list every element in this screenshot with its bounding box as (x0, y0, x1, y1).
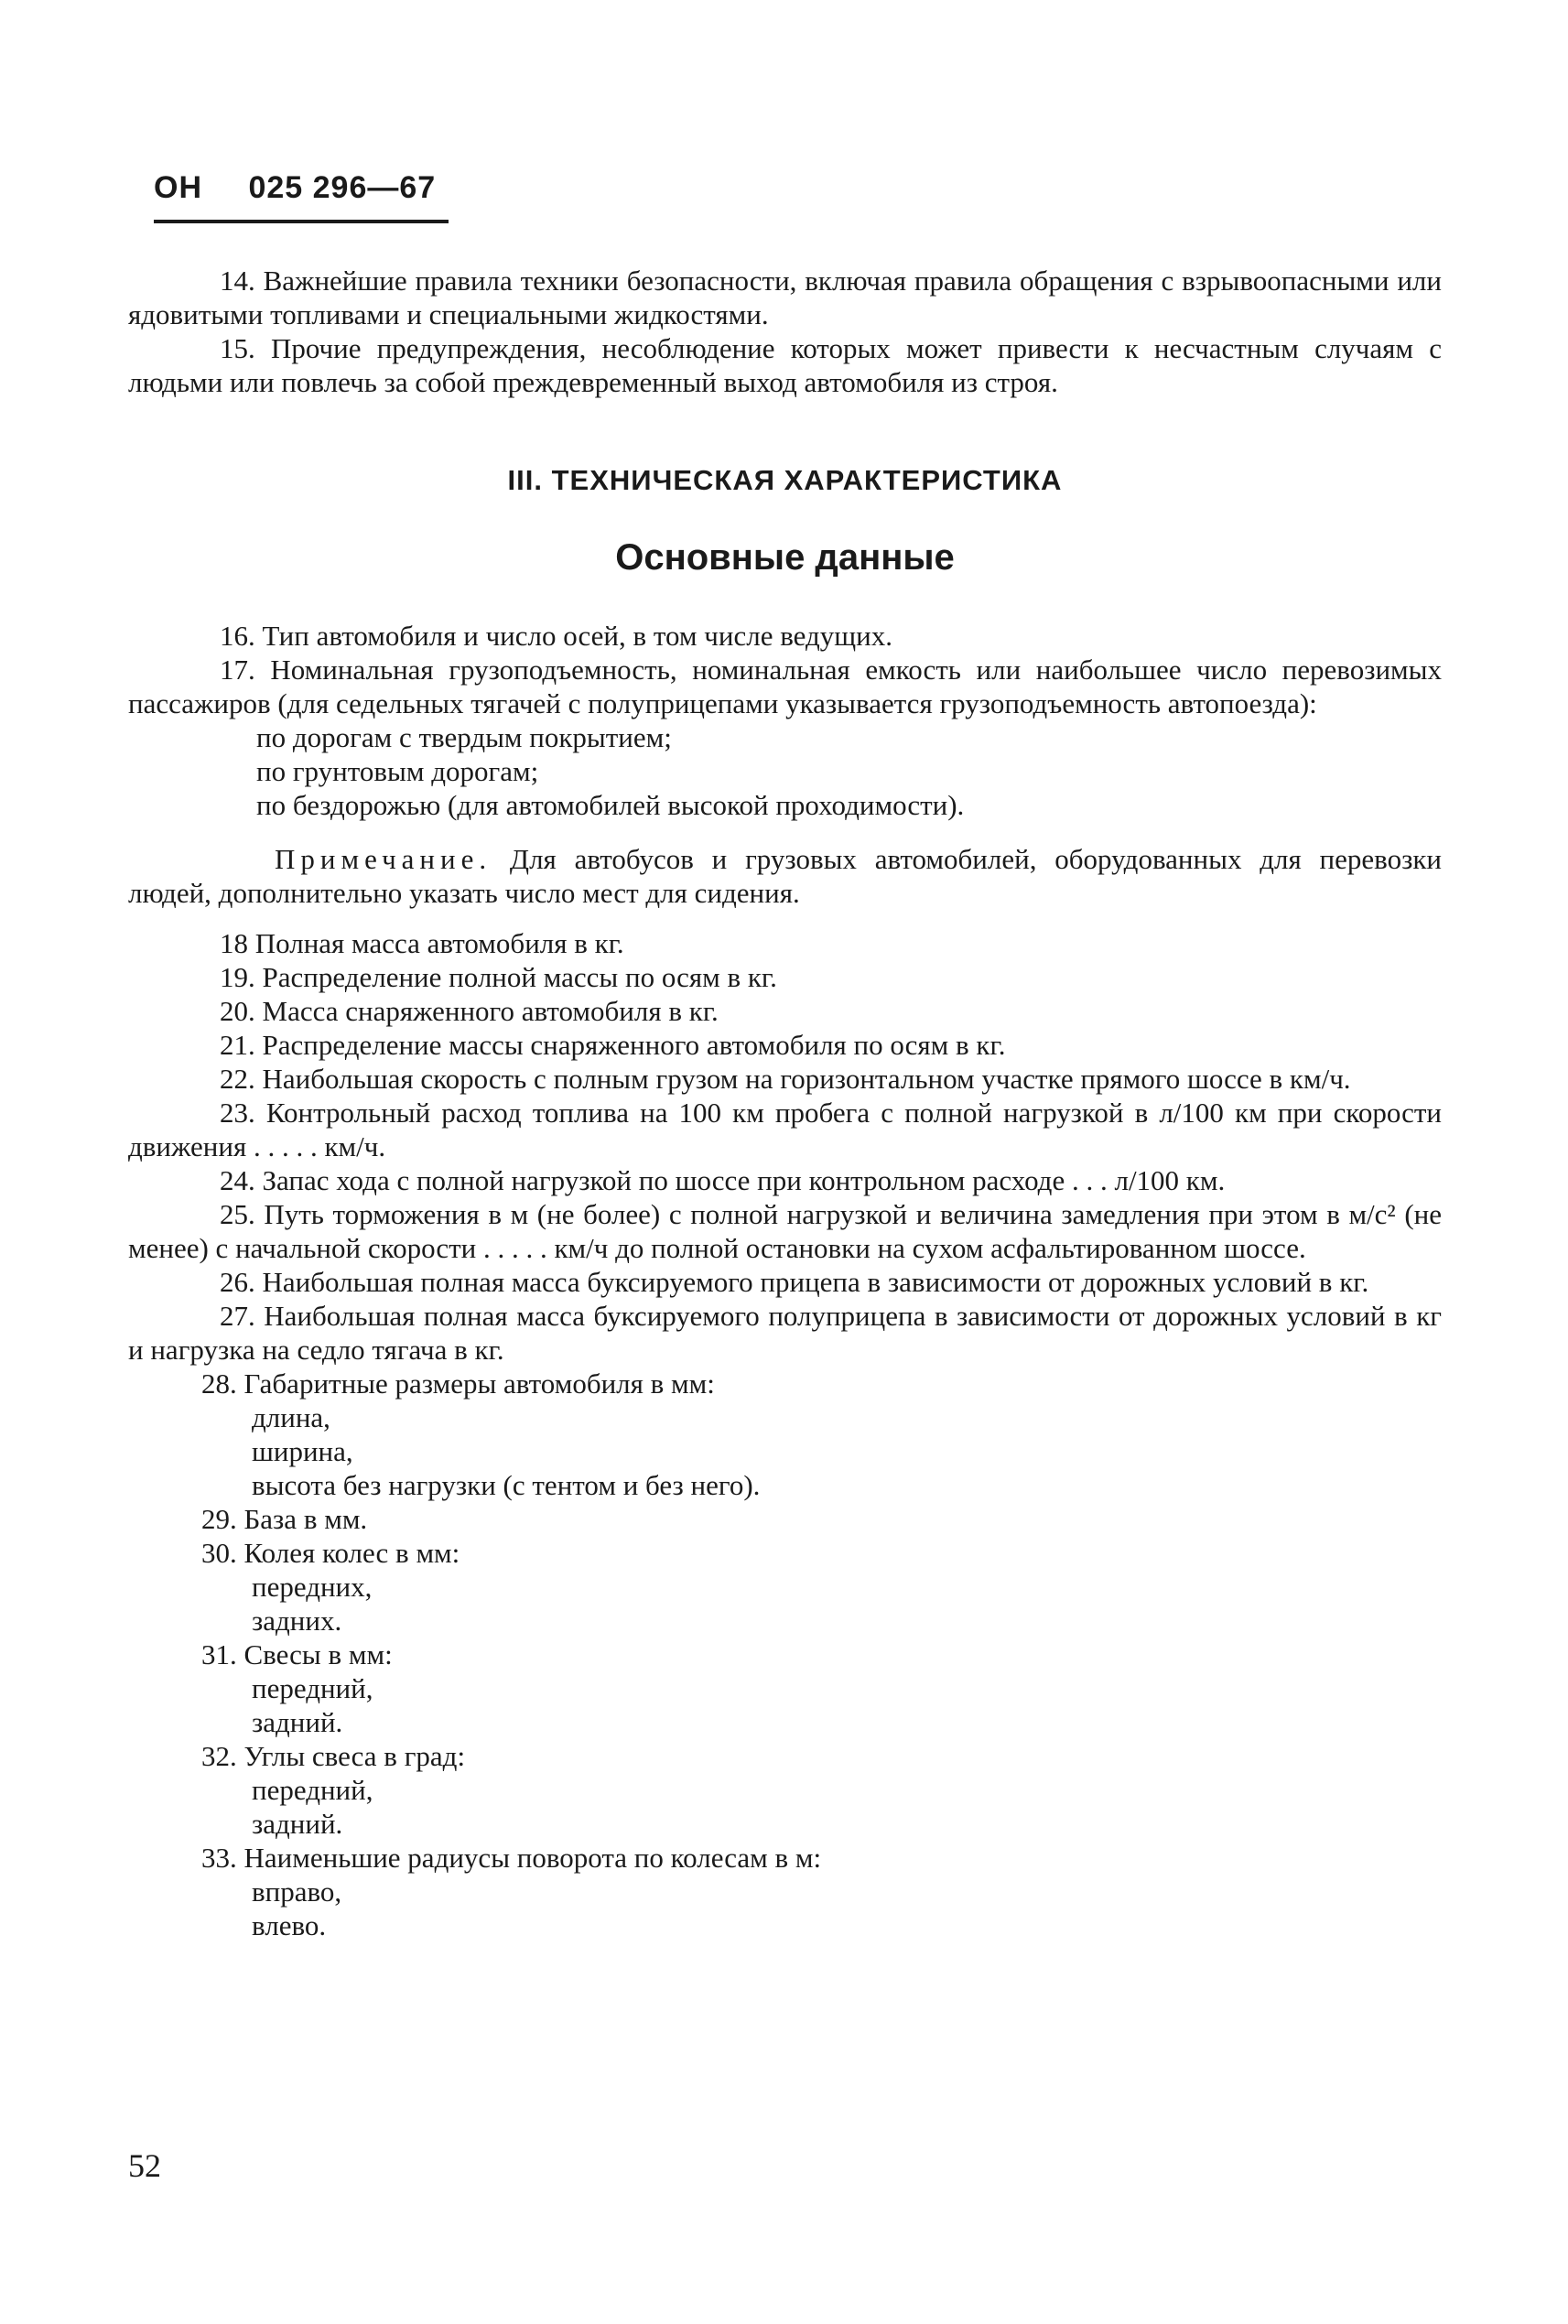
item-33: 33. Наименьшие радиусы поворота по колесам в м: (201, 1842, 822, 1874)
item-18: 18 Полная масса автомобиля в кг. (220, 927, 624, 959)
item-26: 26. Наибольшая полная масса буксируемого прицепа в зависимости от дорожных условий в кг. (220, 1266, 1369, 1298)
item-17: 17. Номинальная грузоподъемность, номинальная емкость или наибольшее число перевозимых пассажиров (для седельных тягачей с полуприцепами указывается грузоподъемность автопоезда): (128, 654, 1442, 719)
note-label: Примечание. (275, 843, 492, 875)
header-underline (154, 220, 449, 223)
item-22: 22. Наибольшая скорость с полным грузом на горизонтальном участке прямого шоссе в км/ч. (220, 1063, 1351, 1095)
item-32-sub-2: задний. (252, 1808, 343, 1840)
item-30-sub-2: задних. (252, 1605, 342, 1637)
item-29: 29. База в мм. (201, 1503, 368, 1535)
item-31-sub-2: задний. (252, 1706, 343, 1738)
item-28-sub-1: длина, (252, 1401, 330, 1433)
page-number: 52 (128, 2147, 161, 2184)
item-19: 19. Распределение полной массы по осям в кг. (220, 961, 777, 993)
section-title: III. ТЕХНИЧЕСКАЯ ХАРАКТЕРИСТИКА (507, 464, 1063, 496)
item-17-sub-1: по дорогам с твердым покрытием; (256, 721, 672, 753)
item-23: 23. Контрольный расход топлива на 100 км пробега с полной нагрузкой в л/100 км при скорости движения . . . . . км/ч. (128, 1097, 1442, 1162)
item-33-sub-2: влево. (252, 1909, 327, 1941)
header-prefix: ОН (154, 170, 202, 205)
item-32-sub-1: передний, (252, 1774, 373, 1806)
item-28: 28. Габаритные размеры автомобиля в мм: (201, 1367, 715, 1400)
paragraph-15: 15. Прочие предупреждения, несоблюдение которых может привести к несчастным случаям с людьми или повлечь за собой преждевременный выход автомобиля из строя. (128, 332, 1442, 398)
item-31: 31. Свесы в мм: (201, 1638, 393, 1670)
item-16: 16. Тип автомобиля и число осей, в том числе ведущих. (220, 620, 892, 652)
header-code: 025 296—67 (248, 170, 437, 205)
note (128, 842, 1442, 910)
item-33-sub-1: вправо, (252, 1875, 342, 1908)
note-text: Для автобусов и грузовых автомобилей, оборудованных для перевозки людей, дополнительно указать число мест для сидения. (128, 843, 1442, 909)
item-28-sub-3: высота без нагрузки (с тентом и без него). (252, 1469, 761, 1501)
item-21: 21. Распределение массы снаряженного автомобиля по осям в кг. (220, 1029, 1006, 1061)
item-30-sub-1: передних, (252, 1571, 373, 1603)
item-25: 25. Путь торможения в м (не более) с полной нагрузкой и величина замедления при этом в м/с² (не менее) с начальной скорости . . . . . км/ч до полной остановки на сухом асфальтированном шоссе. (128, 1198, 1442, 1264)
paragraph-14: 14. Важнейшие правила техники безопасности, включая правила обращения с взрывоопасными или ядовитыми топливами и специальными жидкостями. (128, 265, 1442, 330)
item-20: 20. Масса снаряженного автомобиля в кг. (220, 995, 719, 1027)
document-body (128, 264, 1442, 1942)
item-31-sub-1: передний, (252, 1672, 373, 1704)
item-32: 32. Углы свеса в град: (201, 1740, 466, 1772)
document-header (154, 170, 436, 206)
item-17-sub-2: по грунтовым дорогам; (256, 755, 539, 787)
item-30: 30. Колея колес в мм: (201, 1537, 460, 1569)
item-28-sub-2: ширина, (252, 1435, 353, 1467)
item-27: 27. Наибольшая полная масса буксируемого полуприцепа в зависимости от дорожных условий в кг и нагрузка на седло тягача в кг. (128, 1300, 1442, 1366)
item-17-sub-3: по бездорожью (для автомобилей высокой проходимости). (256, 789, 965, 821)
item-24: 24. Запас хода с полной нагрузкой по шоссе при контрольном расходе . . . л/100 км. (220, 1164, 1226, 1196)
subsection-title: Основные данные (615, 537, 955, 578)
